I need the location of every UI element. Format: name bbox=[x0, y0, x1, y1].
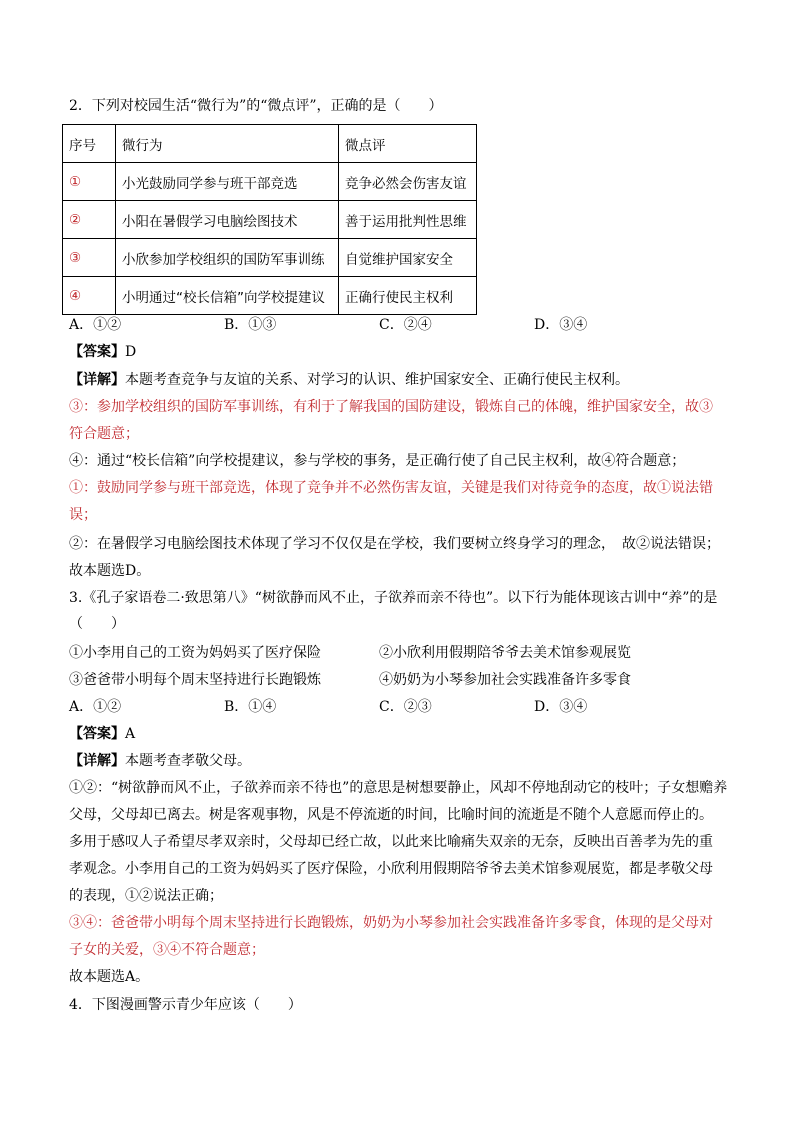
answer-label: 【答案】 bbox=[69, 726, 125, 742]
table-cell: 竞争必然会伤害友谊 bbox=[339, 163, 477, 201]
option-b: B．①③ bbox=[224, 317, 277, 333]
q3-detail-line: 故本题选A。 bbox=[69, 969, 150, 985]
q2-stem: 2．下列对校园生活“微行为”的“微点评”，正确的是（ ） bbox=[69, 98, 443, 114]
q4-stem: 4．下图漫画警示青少年应该（ ） bbox=[69, 997, 302, 1013]
detail-text: 本题考查竞争与友谊的关系、对学习的认识、维护国家安全、正确行使民主权利。 bbox=[125, 372, 629, 388]
q3-stem: 3.《孔子家语卷二·致思第八》“树欲静而风不止，子欲养而亲不待也”。以下行为能体现该古训中“养”的是 bbox=[69, 590, 718, 606]
q3-detail-line: 多用于感叹人子希望尽孝双亲时，父母却已经亡故，以此来比喻痛失双亲的无奈，反映出百善孝为先的重 bbox=[69, 834, 713, 850]
option-b: B．①④ bbox=[224, 699, 277, 715]
table-row bbox=[63, 163, 477, 201]
table-cell: ① bbox=[63, 163, 116, 201]
q2-detail-line: 故本题选D。 bbox=[69, 563, 151, 579]
q2-detail-line: 符合题意； bbox=[69, 426, 139, 442]
q2-answer bbox=[69, 342, 729, 362]
table-cell: ④ bbox=[63, 277, 116, 315]
table-cell: 小明通过“校长信箱”向学校提建议 bbox=[116, 277, 339, 315]
q3-options bbox=[69, 697, 729, 717]
table-cell: 善于运用批判性思维 bbox=[339, 201, 477, 239]
detail-label: 【详解】 bbox=[69, 372, 125, 388]
table-cell: 小欣参加学校组织的国防军事训练 bbox=[116, 239, 339, 277]
option-d: D．③④ bbox=[534, 317, 588, 333]
q3-items-row-2 bbox=[69, 670, 729, 690]
q2-detail-line: ③：参加学校组织的国防军事训练，有利于了解我国的国防建设，锻炼自己的体魄，维护国家安全，故③ bbox=[69, 399, 713, 415]
detail-label: 【详解】 bbox=[69, 753, 125, 769]
answer-value: D bbox=[125, 344, 137, 360]
table-cell: 正确行使民主权利 bbox=[339, 277, 477, 315]
q3-item: ③爸爸带小明每个周末坚持进行长跑锻炼 bbox=[69, 672, 321, 688]
table-cell: ② bbox=[63, 201, 116, 239]
option-c: C．②④ bbox=[379, 317, 432, 333]
table-row bbox=[63, 239, 477, 277]
q2-detail-line: ④：通过“校长信箱”向学校提建议，参与学校的事务，是正确行使了自己民主权利，故④符合题意； bbox=[69, 453, 686, 469]
table-cell: 小阳在暑假学习电脑绘图技术 bbox=[116, 201, 339, 239]
option-c: C．②③ bbox=[379, 699, 432, 715]
table-row bbox=[63, 277, 477, 315]
q2-detail-line: ①：鼓励同学参与班干部竞选，体现了竞争并不必然伤害友谊，关键是我们对待竞争的态度，故①说法错 bbox=[69, 480, 713, 496]
q3-answer bbox=[69, 724, 729, 744]
table-row bbox=[63, 201, 477, 239]
table-cell: 小光鼓励同学参与班干部竞选 bbox=[116, 163, 339, 201]
q3-item: ④奶奶为小琴参加社会实践准备许多零食 bbox=[379, 672, 631, 688]
q3-detail-line: 父母，父母却已离去。树是客观事物，风是不停流逝的时间，比喻时间的流逝是不随个人意愿而停止的。 bbox=[69, 807, 713, 823]
option-d: D．③④ bbox=[534, 699, 588, 715]
q3-detail-line: 孝观念。小李用自己的工资为妈妈买了医疗保险，小欣利用假期陪爷爷去美术馆参观展览，都是孝敬父母 bbox=[69, 861, 713, 877]
header-cell: 序号 bbox=[63, 125, 116, 163]
table-header-row bbox=[63, 125, 477, 163]
q2-detail-intro bbox=[69, 370, 729, 390]
q3-stem-cont: （ ） bbox=[69, 616, 125, 632]
q3-detail-line: 的表现，①②说法正确； bbox=[69, 888, 223, 904]
header-cell: 微行为 bbox=[116, 125, 339, 163]
q3-item: ①小李用自己的工资为妈妈买了医疗保险 bbox=[69, 645, 321, 661]
q3-detail-line: ①②：“树欲静而风不止，子欲养而亲不待也”的意思是树想要静止，风却不停地刮动它的枝叶；子女想赡养 bbox=[69, 780, 728, 796]
q2-detail-line: 误； bbox=[69, 507, 97, 523]
answer-label: 【答案】 bbox=[69, 344, 125, 360]
detail-text: 本题考查孝敬父母。 bbox=[125, 753, 251, 769]
q2-options bbox=[69, 315, 729, 335]
q3-detail-line: ③④：爸爸带小明每个周末坚持进行长跑锻炼，奶奶为小琴参加社会实践准备许多零食，体现的是父母对 bbox=[69, 915, 713, 931]
answer-value: A bbox=[125, 726, 136, 742]
q3-detail-intro bbox=[69, 751, 729, 771]
q3-item: ②小欣利用假期陪爷爷去美术馆参观展览 bbox=[379, 645, 631, 661]
q2-table bbox=[62, 124, 477, 315]
q2-detail-line: ②：在暑假学习电脑绘图技术体现了学习不仅仅是在学校，我们要树立终身学习的理念， 故②说法错误； bbox=[69, 536, 720, 552]
header-cell: 微点评 bbox=[339, 125, 477, 163]
option-a: A．①② bbox=[69, 317, 122, 333]
table-cell: 自觉维护国家安全 bbox=[339, 239, 477, 277]
q3-detail-line: 子女的关爱，③④不符合题意； bbox=[69, 942, 265, 958]
option-a: A．①② bbox=[69, 699, 122, 715]
q3-items-row-1 bbox=[69, 643, 729, 663]
table-cell: ③ bbox=[63, 239, 116, 277]
